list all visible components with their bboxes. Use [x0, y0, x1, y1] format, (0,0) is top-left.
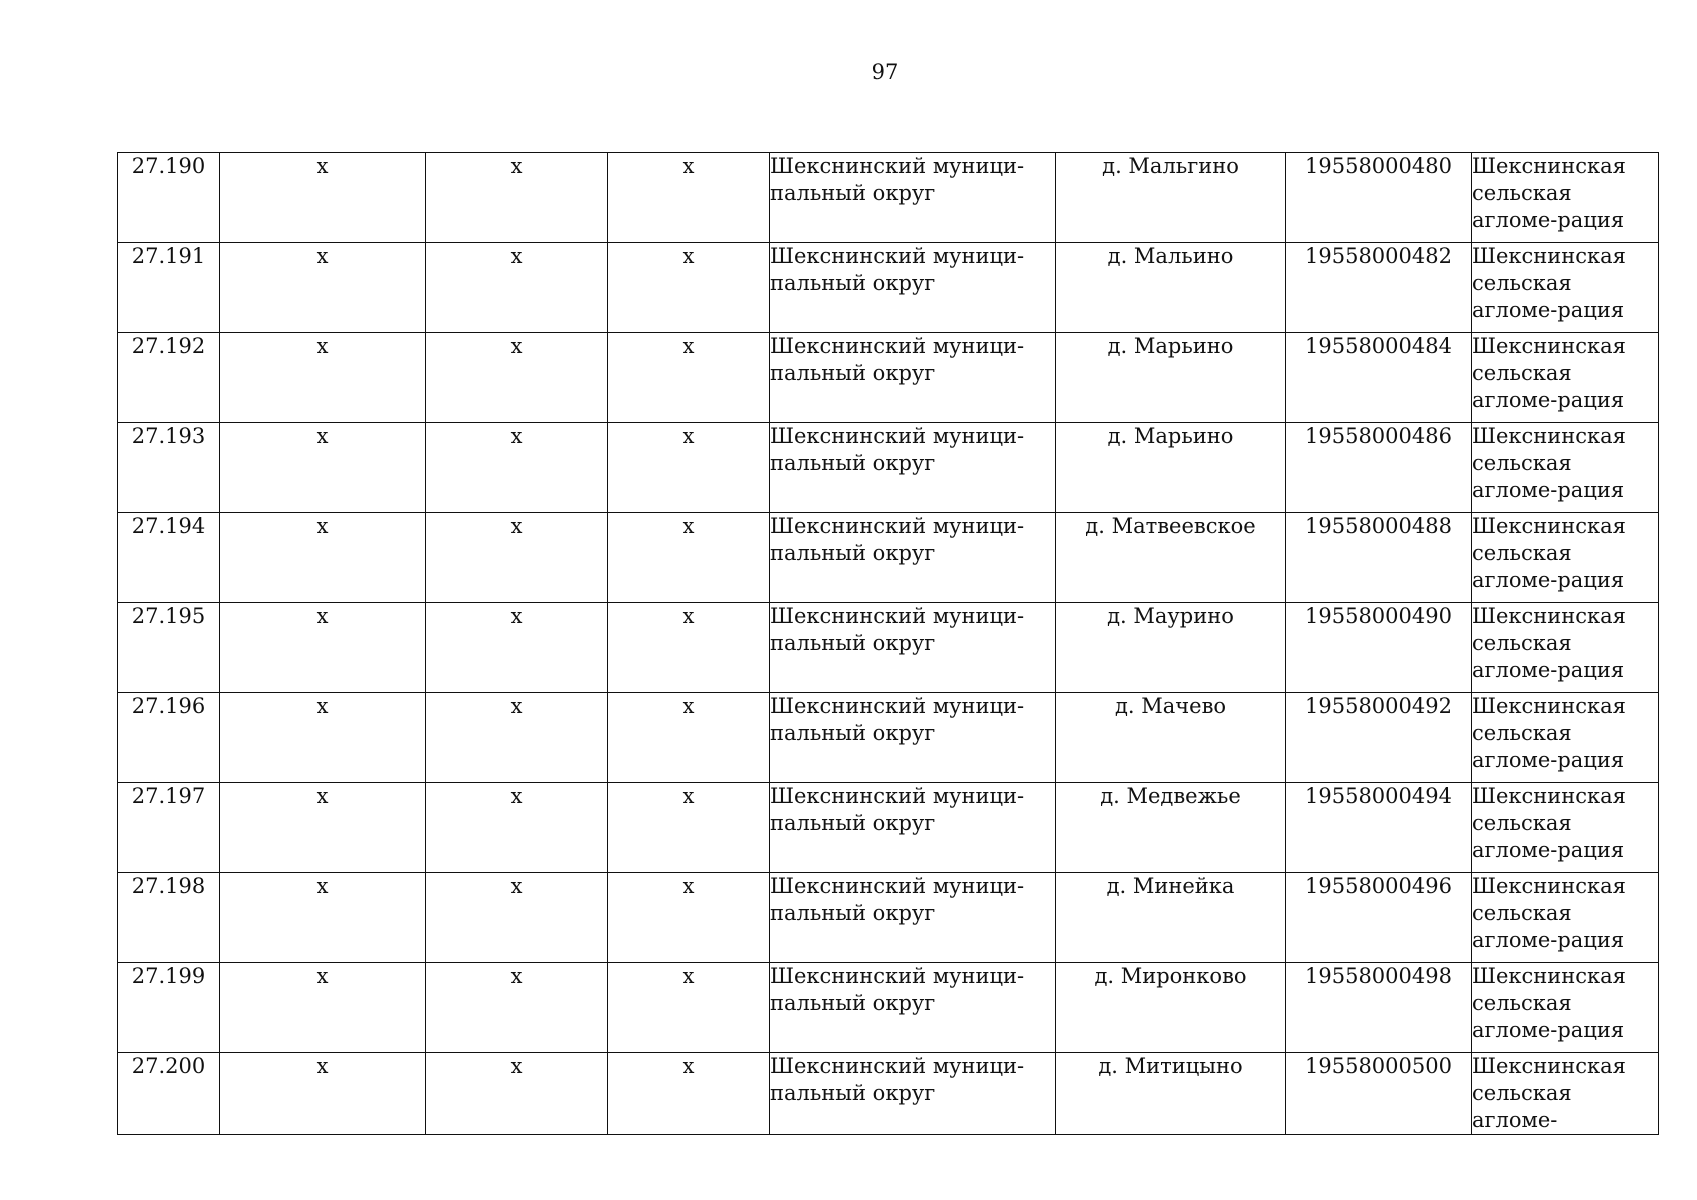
municipality-cell-text: Шекснинский муници-пальный округ [770, 964, 1025, 1015]
column-3-cell-text: х [510, 424, 523, 448]
column-2-cell-text: х [316, 694, 329, 718]
column-2-cell [220, 153, 426, 243]
oktmo-code-cell [1286, 243, 1472, 333]
agglomeration-cell-text: Шекснинская сельская агломе-рация [1472, 334, 1626, 412]
locality-cell-text: д. Миронково [1094, 964, 1247, 988]
column-4-cell [608, 153, 770, 243]
column-3-cell [426, 513, 608, 603]
column-4-cell [608, 333, 770, 423]
oktmo-code-cell [1286, 783, 1472, 873]
column-3-cell [426, 423, 608, 513]
agglomeration-cell [1472, 963, 1659, 1053]
oktmo-code-cell [1286, 423, 1472, 513]
municipality-cell-text: Шекснинский муници-пальный округ [770, 604, 1025, 655]
column-4-cell-text: х [682, 874, 695, 898]
table-row [118, 423, 1659, 513]
column-3-cell-text: х [510, 964, 523, 988]
locality-cell [1056, 783, 1286, 873]
locality-cell [1056, 1053, 1286, 1135]
row-number-cell-text: 27.192 [131, 334, 206, 358]
column-4-cell-text: х [682, 424, 695, 448]
page-number: 97 [871, 60, 899, 84]
column-4-cell-text: х [682, 1054, 695, 1078]
column-2-cell [220, 603, 426, 693]
municipality-cell [770, 693, 1056, 783]
municipality-cell [770, 333, 1056, 423]
municipality-cell-text: Шекснинский муници-пальный округ [770, 154, 1025, 205]
agglomeration-cell-text: Шекснинская сельская агломе-рация [1472, 874, 1626, 952]
agglomeration-cell-text: Шекснинская сельская агломе- [1472, 1054, 1626, 1132]
row-number-cell-text: 27.197 [131, 784, 206, 808]
row-number-cell [118, 243, 220, 333]
municipality-cell-text: Шекснинский муници-пальный округ [770, 244, 1025, 295]
table-row [118, 693, 1659, 783]
column-3-cell [426, 603, 608, 693]
column-3-cell [426, 963, 608, 1053]
table-row [118, 963, 1659, 1053]
agglomeration-cell-text: Шекснинская сельская агломе-рация [1472, 514, 1626, 592]
column-3-cell [426, 243, 608, 333]
locality-cell [1056, 963, 1286, 1053]
locality-cell [1056, 423, 1286, 513]
oktmo-code-cell-text: 19558000492 [1305, 694, 1452, 718]
column-4-cell-text: х [682, 964, 695, 988]
locality-cell [1056, 513, 1286, 603]
column-4-cell [608, 603, 770, 693]
row-number-cell [118, 423, 220, 513]
row-number-cell-text: 27.199 [131, 964, 206, 988]
agglomeration-cell-text: Шекснинская сельская агломе-рация [1472, 784, 1626, 862]
agglomeration-cell [1472, 243, 1659, 333]
row-number-cell [118, 333, 220, 423]
column-3-cell-text: х [510, 154, 523, 178]
agglomeration-cell [1472, 423, 1659, 513]
municipality-cell-text: Шекснинский муници-пальный округ [770, 514, 1025, 565]
oktmo-code-cell-text: 19558000490 [1305, 604, 1452, 628]
agglomeration-cell-text: Шекснинская сельская агломе-рация [1472, 604, 1626, 682]
column-3-cell [426, 873, 608, 963]
row-number-cell [118, 1053, 220, 1135]
locality-cell [1056, 153, 1286, 243]
column-2-cell-text: х [316, 1054, 329, 1078]
column-3-cell [426, 333, 608, 423]
oktmo-code-cell-text: 19558000482 [1305, 244, 1452, 268]
column-4-cell-text: х [682, 694, 695, 718]
column-2-cell [220, 513, 426, 603]
locality-cell-text: д. Мачево [1114, 694, 1227, 718]
oktmo-code-cell-text: 19558000498 [1305, 964, 1452, 988]
agglomeration-cell-text: Шекснинская сельская агломе-рация [1472, 154, 1626, 232]
column-4-cell [608, 963, 770, 1053]
column-3-cell [426, 693, 608, 783]
municipality-cell-text: Шекснинский муници-пальный округ [770, 874, 1025, 925]
column-3-cell-text: х [510, 694, 523, 718]
column-3-cell [426, 153, 608, 243]
municipality-cell [770, 873, 1056, 963]
registry-table [117, 152, 1659, 1135]
column-2-cell-text: х [316, 964, 329, 988]
municipality-cell [770, 963, 1056, 1053]
oktmo-code-cell [1286, 603, 1472, 693]
oktmo-code-cell-text: 19558000486 [1305, 424, 1452, 448]
municipality-cell-text: Шекснинский муници-пальный округ [770, 1054, 1025, 1105]
locality-cell-text: д. Марьино [1107, 334, 1234, 358]
locality-cell-text: д. Мальино [1107, 244, 1234, 268]
table-row [118, 153, 1659, 243]
agglomeration-cell [1472, 603, 1659, 693]
column-2-cell [220, 693, 426, 783]
oktmo-code-cell [1286, 963, 1472, 1053]
municipality-cell [770, 1053, 1056, 1135]
oktmo-code-cell-text: 19558000500 [1305, 1054, 1452, 1078]
row-number-cell [118, 693, 220, 783]
column-2-cell-text: х [316, 154, 329, 178]
municipality-cell [770, 783, 1056, 873]
row-number-cell [118, 963, 220, 1053]
column-3-cell [426, 783, 608, 873]
locality-cell-text: д. Матвеевское [1085, 514, 1256, 538]
municipality-cell [770, 423, 1056, 513]
row-number-cell-text: 27.196 [131, 694, 206, 718]
column-4-cell [608, 243, 770, 333]
column-3-cell-text: х [510, 784, 523, 808]
table-row [118, 243, 1659, 333]
locality-cell-text: д. Мальгино [1102, 154, 1239, 178]
oktmo-code-cell-text: 19558000480 [1305, 154, 1452, 178]
column-3-cell-text: х [510, 244, 523, 268]
agglomeration-cell [1472, 1053, 1659, 1135]
row-number-cell [118, 873, 220, 963]
locality-cell [1056, 333, 1286, 423]
column-4-cell [608, 1053, 770, 1135]
column-2-cell [220, 243, 426, 333]
column-3-cell-text: х [510, 514, 523, 538]
column-4-cell [608, 693, 770, 783]
row-number-cell-text: 27.195 [131, 604, 206, 628]
oktmo-code-cell-text: 19558000484 [1305, 334, 1452, 358]
column-2-cell-text: х [316, 874, 329, 898]
municipality-cell [770, 243, 1056, 333]
oktmo-code-cell [1286, 693, 1472, 783]
municipality-cell-text: Шекснинский муници-пальный округ [770, 694, 1025, 745]
row-number-cell-text: 27.191 [131, 244, 206, 268]
column-4-cell-text: х [682, 784, 695, 808]
oktmo-code-cell [1286, 153, 1472, 243]
column-3-cell [426, 1053, 608, 1135]
locality-cell [1056, 603, 1286, 693]
table-body [118, 153, 1659, 1135]
agglomeration-cell [1472, 153, 1659, 243]
column-2-cell [220, 1053, 426, 1135]
locality-cell [1056, 693, 1286, 783]
municipality-cell-text: Шекснинский муници-пальный округ [770, 784, 1025, 835]
column-2-cell-text: х [316, 244, 329, 268]
agglomeration-cell [1472, 693, 1659, 783]
row-number-cell [118, 603, 220, 693]
municipality-cell [770, 153, 1056, 243]
column-4-cell [608, 423, 770, 513]
agglomeration-cell-text: Шекснинская сельская агломе-рация [1472, 964, 1626, 1042]
municipality-cell [770, 513, 1056, 603]
oktmo-code-cell-text: 19558000496 [1305, 874, 1452, 898]
table-row [118, 873, 1659, 963]
row-number-cell-text: 27.194 [131, 514, 206, 538]
agglomeration-cell-text: Шекснинская сельская агломе-рация [1472, 424, 1626, 502]
column-3-cell-text: х [510, 874, 523, 898]
municipality-cell [770, 603, 1056, 693]
column-2-cell-text: х [316, 604, 329, 628]
municipality-cell-text: Шекснинский муници-пальный округ [770, 334, 1025, 385]
column-2-cell-text: х [316, 514, 329, 538]
agglomeration-cell [1472, 333, 1659, 423]
column-4-cell [608, 783, 770, 873]
column-2-cell-text: х [316, 784, 329, 808]
row-number-cell-text: 27.198 [131, 874, 206, 898]
column-3-cell-text: х [510, 334, 523, 358]
agglomeration-cell-text: Шекснинская сельская агломе-рация [1472, 694, 1626, 772]
locality-cell-text: д. Митицыно [1098, 1054, 1243, 1078]
row-number-cell [118, 153, 220, 243]
column-4-cell [608, 513, 770, 603]
column-4-cell-text: х [682, 154, 695, 178]
table-row [118, 783, 1659, 873]
column-2-cell [220, 873, 426, 963]
column-3-cell-text: х [510, 604, 523, 628]
column-4-cell-text: х [682, 244, 695, 268]
column-4-cell-text: х [682, 604, 695, 628]
agglomeration-cell [1472, 783, 1659, 873]
column-2-cell [220, 963, 426, 1053]
column-2-cell-text: х [316, 424, 329, 448]
oktmo-code-cell-text: 19558000488 [1305, 514, 1452, 538]
column-3-cell-text: х [510, 1054, 523, 1078]
row-number-cell-text: 27.193 [131, 424, 206, 448]
locality-cell-text: д. Марьино [1107, 424, 1234, 448]
locality-cell-text: д. Минейка [1106, 874, 1235, 898]
oktmo-code-cell-text: 19558000494 [1305, 784, 1452, 808]
table-row [118, 333, 1659, 423]
table-row [118, 513, 1659, 603]
locality-cell-text: д. Маурино [1107, 604, 1234, 628]
oktmo-code-cell [1286, 333, 1472, 423]
column-2-cell [220, 423, 426, 513]
row-number-cell-text: 27.190 [131, 154, 206, 178]
column-2-cell-text: х [316, 334, 329, 358]
row-number-cell [118, 783, 220, 873]
column-2-cell [220, 333, 426, 423]
row-number-cell [118, 513, 220, 603]
table-row [118, 603, 1659, 693]
locality-cell [1056, 243, 1286, 333]
agglomeration-cell [1472, 873, 1659, 963]
oktmo-code-cell [1286, 1053, 1472, 1135]
column-4-cell-text: х [682, 514, 695, 538]
agglomeration-cell [1472, 513, 1659, 603]
municipality-cell-text: Шекснинский муници-пальный округ [770, 424, 1025, 475]
locality-cell-text: д. Медвежье [1100, 784, 1241, 808]
column-2-cell [220, 783, 426, 873]
row-number-cell-text: 27.200 [131, 1054, 206, 1078]
locality-cell [1056, 873, 1286, 963]
column-4-cell [608, 873, 770, 963]
oktmo-code-cell [1286, 873, 1472, 963]
oktmo-code-cell [1286, 513, 1472, 603]
column-4-cell-text: х [682, 334, 695, 358]
agglomeration-cell-text: Шекснинская сельская агломе-рация [1472, 244, 1626, 322]
table-row [118, 1053, 1659, 1135]
